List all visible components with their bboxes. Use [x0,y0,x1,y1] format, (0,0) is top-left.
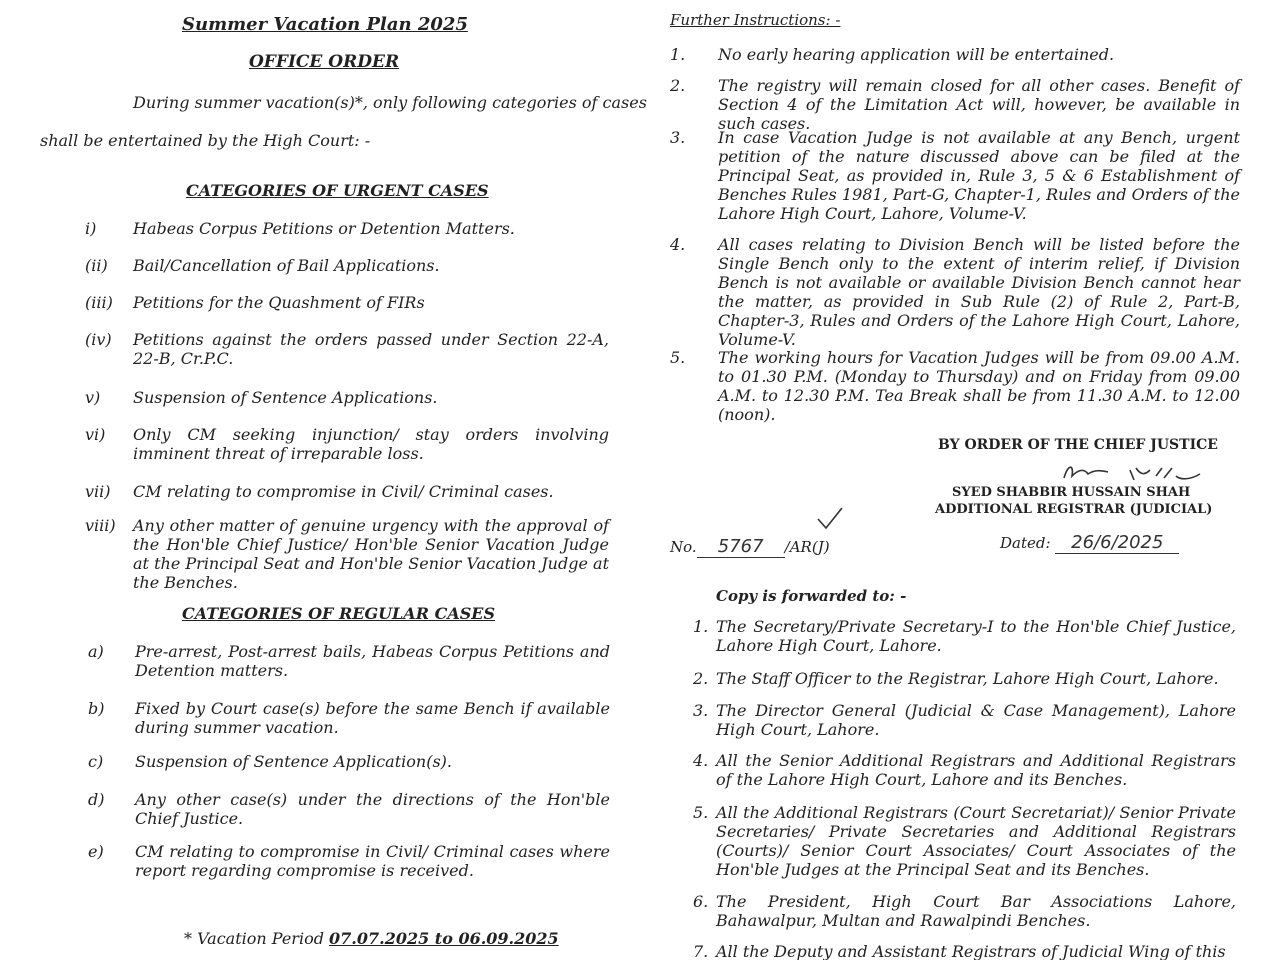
item-marker: a) [88,642,104,661]
item-text: Any other case(s) under the directions of the Hon'ble Chief Justice. [135,790,610,828]
item-text: Petitions against the orders passed under Section 22-A, 22-B, Cr.P.C. [133,330,609,368]
item-text: Suspension of Sentence Applications. [133,388,438,407]
intro-line-1: During summer vacation(s)*, only following categories of cases [133,93,647,112]
vacation-period [184,929,559,949]
item-text: Bail/Cancellation of Bail Applications. [133,256,440,275]
copy-item [693,942,1240,960]
reference-number-value: 5767 [697,537,785,558]
item-text: The registry will remain closed for all other cases. Benefit of Section 4 of the Limitation Act will, however, be available in such cases. [718,76,1240,133]
item-marker: 4. [693,751,709,770]
dated-line [1000,533,1179,554]
item-text: Any other matter of genuine urgency with the approval of the Hon'ble Chief Justice/ Hon'ble Senior Vacation Judge at the Principal Seat and Hon'ble Senior Vacation Judge at the Benches. [133,516,609,592]
item-marker: (iii) [85,293,113,312]
urgent-cases-heading: CATEGORIES OF URGENT CASES [186,181,489,200]
item-text: Fixed by Court case(s) before the same Bench if available during summer vacation. [135,699,610,737]
item-marker: v) [85,388,101,407]
item-marker: 4. [670,235,686,254]
dated-value: 26/6/2025 [1055,533,1179,554]
check-mark-icon [815,505,845,531]
dated-label: Dated: [1000,534,1051,552]
item-text: Pre-arrest, Post-arrest bails, Habeas Corpus Petitions and Detention matters. [135,642,610,680]
item-marker: c) [88,752,104,771]
item-marker: (ii) [85,256,108,275]
item-text: All the Senior Additional Registrars and Additional Registrars of the Lahore High Court, Lahore and its Benches. [716,751,1236,789]
item-text: The working hours for Vacation Judges will be from 09.00 A.M. to 01.30 P.M. (Monday to Thursday) and on Friday from 09.00 A.M. to 12.30 P.M. Tea Break shall be from 11.30 A.M. to 12.00 (noon). [718,348,1240,424]
item-text: Petitions for the Quashment of FIRs [133,293,425,312]
item-marker: 3. [670,128,686,147]
by-order-line: BY ORDER OF THE CHIEF JUSTICE [938,437,1218,453]
item-text: Only CM seeking injunction/ stay orders involving imminent threat of irreparable loss. [133,425,609,463]
further-instructions-heading: Further Instructions: - [670,11,841,29]
item-marker: viii) [85,516,116,535]
item-marker: 2. [670,76,686,95]
item-text: No early hearing application will be entertained. [718,45,1115,64]
reference-number [670,537,830,558]
item-marker: 5. [693,803,709,822]
item-text: In case Vacation Judge is not available at any Bench, urgent petition of the nature discussed above can be filed at the Principal Seat, as provided in, Rule 3, 5 & 6 Establishment of Benches Rules 1981, Part-G, Chapter-1, Rules and Orders of the Lahore High Court, Lahore, Volume-V. [718,128,1240,223]
intro-line-2: shall be entertained by the High Court: - [40,131,371,150]
item-marker: 1. [670,45,686,64]
right-column [640,0,1280,960]
signatory-title: ADDITIONAL REGISTRAR (JUDICIAL) [935,502,1213,517]
item-marker: d) [88,790,105,809]
item-text: Habeas Corpus Petitions or Detention Matters. [133,219,515,238]
item-text: The Secretary/Private Secretary-I to the Hon'ble Chief Justice, Lahore High Court, Lahore. [716,617,1236,655]
reference-number-label: No. [670,538,697,556]
signatory-name: SYED SHABBIR HUSSAIN SHAH [952,485,1191,500]
item-marker: vi) [85,425,106,444]
reference-number-suffix: /AR(J) [784,538,830,556]
office-order-heading: OFFICE ORDER [249,52,400,72]
item-text: Suspension of Sentence Application(s). [135,752,452,771]
vacation-period-label: * Vacation Period [184,929,330,948]
item-text: All the Deputy and Assistant Registrars of Judicial Wing of this [716,942,1226,960]
item-marker: 3. [693,701,709,720]
item-text: The Staff Officer to the Registrar, Lahore High Court, Lahore. [716,669,1219,688]
item-marker: e) [88,842,104,861]
item-marker: 6. [693,892,709,911]
regular-cases-heading: CATEGORIES OF REGULAR CASES [182,604,496,623]
item-marker: (iv) [85,330,112,349]
copy-forwarded-heading: Copy is forwarded to: - [716,587,907,605]
item-text: All the Additional Registrars (Court Secretariat)/ Senior Private Secretaries/ Private Secretaries and Additional Registrars (Courts)/ Senior Court Associates/ Court Associates of the Hon'ble Judges at the Principal Seat and its Benches. [716,803,1236,879]
document-title: Summer Vacation Plan 2025 [182,14,468,35]
item-marker: vii) [85,482,111,501]
item-text: All cases relating to Division Bench will be listed before the Single Bench only to the extent of interim relief, if Division Bench is not available or available Division Bench cannot hear the matter, as provided in Sub Rule (2) of Rule 2, Part-B, Chapter-3, Rules and Orders of the Lahore High Court, Lahore, Volume-V. [718,235,1240,349]
item-marker: b) [88,699,105,718]
item-marker: 7. [693,942,709,960]
item-marker: 2. [693,669,709,688]
item-text: CM relating to compromise in Civil/ Criminal cases where report regarding compromise is received. [135,842,610,880]
item-text: CM relating to compromise in Civil/ Criminal cases. [133,482,554,501]
item-marker: 1. [693,617,709,636]
item-marker: 5. [670,348,686,367]
item-text: The Director General (Judicial & Case Management), Lahore High Court, Lahore. [716,701,1236,739]
item-text: The President, High Court Bar Associations Lahore, Bahawalpur, Multan and Rawalpindi Benches. [716,892,1236,930]
vacation-period-dates: 07.07.2025 to 06.09.2025 [329,929,559,948]
item-marker: i) [85,219,97,238]
